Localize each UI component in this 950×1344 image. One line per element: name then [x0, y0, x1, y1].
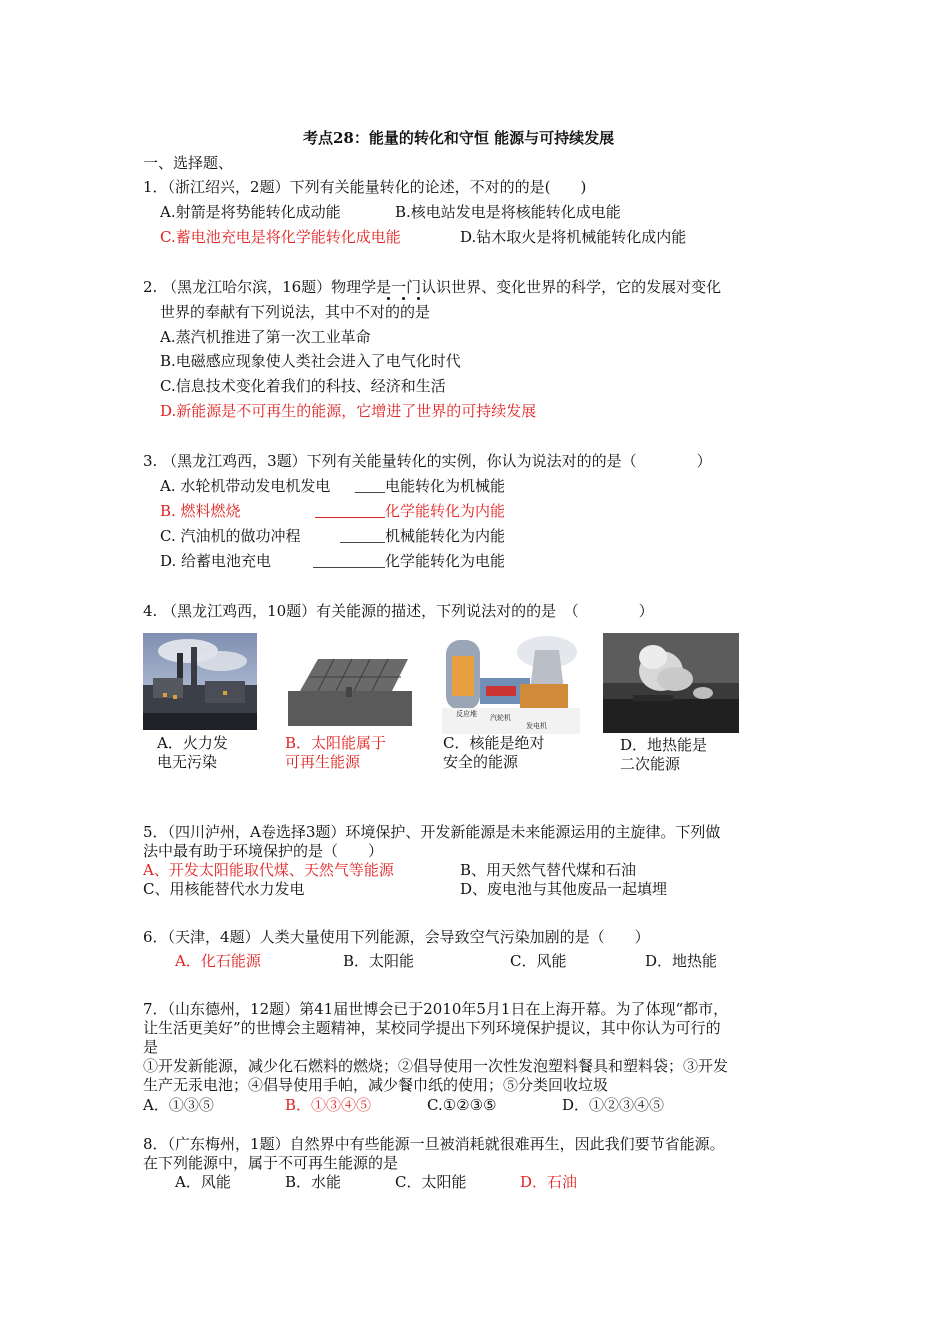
emphasis-dot — [387, 297, 390, 300]
question-stem-line1: 7．（山东德州，12题）第41届世博会已于2010年5月1日在上海开幕。为了体现“都市， — [143, 1000, 729, 1018]
question-stem-line3: 是 — [143, 1038, 159, 1056]
geothermal-steam-image — [603, 633, 739, 733]
option-c: C.信息技术变化着我们的科技、经济和生活 — [160, 377, 446, 395]
option-b-right-answer: 化学能转化为内能 — [385, 502, 506, 520]
option-c-line2: 安全的能源 — [443, 753, 519, 771]
option-a-line2: 电无污染 — [157, 753, 218, 771]
question-stem-line2: 世界的奉献有下列说法，其中不对的的是 — [160, 303, 431, 321]
option-d-line2: 二次能源 — [620, 755, 681, 773]
option-b-line2-answer: 可再生能源 — [285, 753, 361, 771]
option-a-left: A. 水轮机带动发电机发电 — [160, 477, 331, 495]
option-c: C、用核能替代水力发电 — [143, 880, 305, 898]
thermal-power-plant-image — [143, 633, 257, 730]
option-a-right: 电能转化为机械能 — [385, 477, 506, 495]
option-d-left: D. 给蓄电池充电 — [160, 552, 272, 570]
connector-line — [340, 542, 385, 543]
question-stem-line1: 2. （黑龙江哈尔滨，16题）物理学是一门认识世界、变化世界的科学，它的发展对变化 — [143, 278, 722, 296]
page-title: 考点28：能量的转化和守恒 能源与可持续发展 — [303, 129, 615, 147]
question-stem-line1: 8．（广东梅州，1题）自然界中有些能源一旦被消耗就很难再生，因此我们要节省能源。 — [143, 1135, 725, 1153]
option-d-answer: D．石油 — [520, 1173, 578, 1191]
option-b-answer: B．①③④⑤ — [285, 1096, 372, 1114]
connector-line — [315, 517, 385, 518]
label-turbine: 汽轮机 — [490, 714, 511, 722]
question-stem-line2: 在下列能源中，属于不可再生能源的是 — [143, 1154, 399, 1172]
option-c-line1: C．核能是绝对 — [443, 734, 545, 752]
question-stem: 3. （黑龙江鸡西，3题）下列有关能量转化的实例，你认为说法对的的是（ ） — [143, 452, 712, 470]
option-d-line1: D．地热能是 — [620, 736, 708, 754]
solar-panel-image — [288, 651, 412, 726]
connector-line — [313, 567, 385, 568]
question-stem: 4. （黑龙江鸡西，10题）有关能源的描述，下列说法对的的是 （ ） — [143, 602, 654, 620]
option-d: D、废电池与其他废品一起填埋 — [460, 880, 668, 898]
option-b: B.电磁感应现象使人类社会进入了电气化时代 — [160, 352, 461, 370]
question-stem: 1．（浙江绍兴，2题）下列有关能量转化的论述，不对的的是( ) — [143, 178, 587, 196]
option-a-answer: A．化石能源 — [175, 952, 261, 970]
option-c-right: 机械能转化为内能 — [385, 527, 506, 545]
label-reactor: 反应堆 — [456, 710, 477, 718]
option-a: A.蒸汽机推进了第一次工业革命 — [160, 328, 371, 346]
option-a-answer: A、开发太阳能取代煤、天然气等能源 — [143, 861, 394, 879]
option-c: C．太阳能 — [395, 1173, 467, 1191]
emphasis-dot — [402, 297, 405, 300]
option-d: D．地热能 — [645, 952, 718, 970]
question-stem-line2: 让生活更美好”的世博会主题精神，某校同学提出下列环境保护提议，其中你认为可行的 — [143, 1019, 721, 1037]
proposal-list-line2: 生产无汞电池；④倡导使用手帕，减少餐巾纸的使用；⑤分类回收垃圾 — [143, 1076, 609, 1094]
question-stem-line1: 5．（四川泸州，A卷选择3题）环境保护、开发新能源是未来能源运用的主旋律。下列做 — [143, 823, 721, 841]
emphasis-dot — [417, 297, 420, 300]
option-b: B．水能 — [285, 1173, 342, 1191]
option-a-line1: A．火力发 — [157, 734, 228, 752]
option-d: D.钻木取火是将机械能转化成内能 — [460, 228, 687, 246]
option-c-left: C. 汽油机的做功冲程 — [160, 527, 301, 545]
option-a: A．风能 — [175, 1173, 231, 1191]
option-b: B、用天然气替代煤和石油 — [460, 861, 637, 879]
option-a: A.射箭是将势能转化成动能 — [160, 203, 341, 221]
section-heading: 一、选择题、 — [143, 154, 234, 172]
option-d-answer: D.新能源是不可再生的能源，它增进了世界的可持续发展 — [160, 402, 537, 420]
option-d-right: 化学能转化为电能 — [385, 552, 506, 570]
option-c: C.①②③⑤ — [427, 1096, 497, 1114]
option-b-line1-answer: B．太阳能属于 — [285, 734, 387, 752]
label-generator: 发电机 — [526, 722, 547, 730]
option-d: D．①②③④⑤ — [562, 1096, 665, 1114]
proposal-list-line1: ①开发新能源，减少化石燃料的燃烧；②倡导使用一次性发泡塑料餐具和塑料袋；③开发 — [143, 1057, 729, 1075]
option-c: C．风能 — [510, 952, 567, 970]
nuclear-plant-diagram-image — [442, 630, 580, 734]
question-stem: 6．（天津，4题）人类大量使用下列能源，会导致空气污染加剧的是（ ） — [143, 928, 650, 946]
option-b: B．太阳能 — [343, 952, 415, 970]
option-a: A．①③⑤ — [143, 1096, 214, 1114]
option-b-left-answer: B. 燃料燃烧 — [160, 502, 241, 520]
option-b: B.核电站发电是将核能转化成电能 — [395, 203, 621, 221]
question-stem-line2: 法中最有助于环境保护的是（ ） — [143, 842, 384, 860]
option-c-answer: C.蓄电池充电是将化学能转化成电能 — [160, 228, 401, 246]
connector-line — [355, 492, 385, 493]
